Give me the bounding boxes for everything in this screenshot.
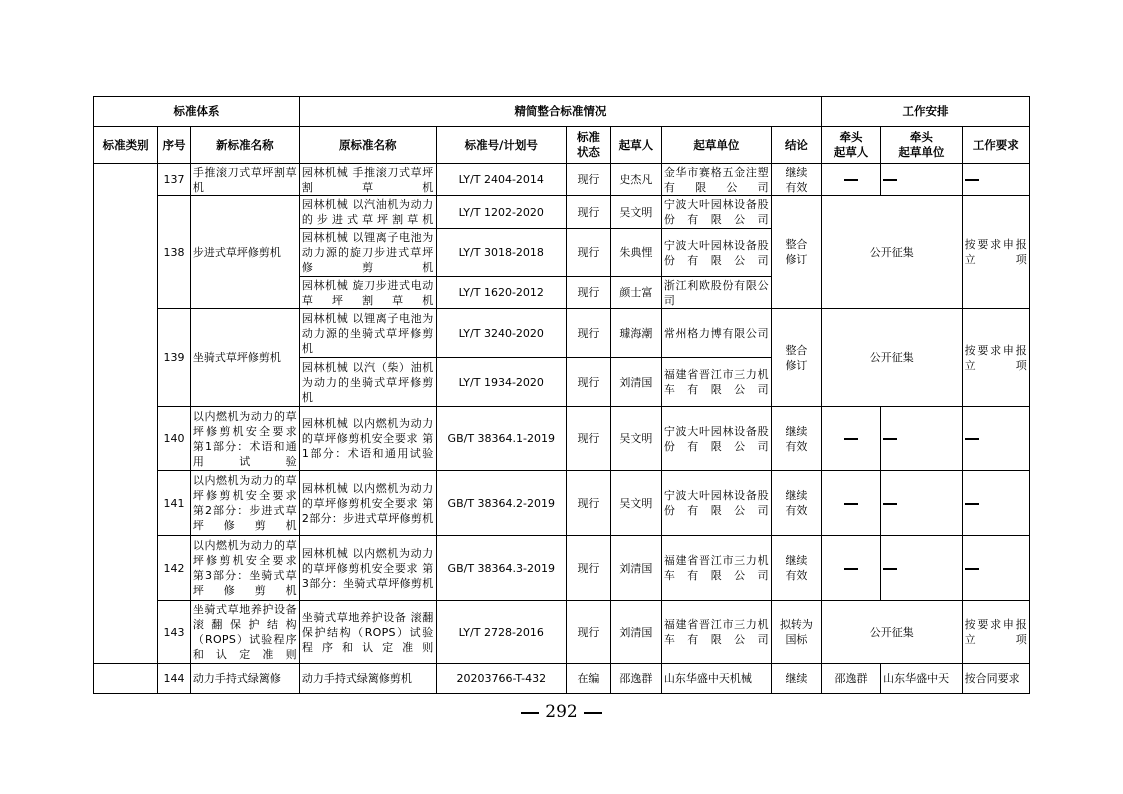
unit-cell: 福建省晋江市三力机车有限公司	[661, 536, 771, 601]
dash-icon	[883, 179, 897, 181]
requirement-cell: 按要求申报立项	[962, 601, 1029, 664]
orig-name-cell: 园林机械 以内燃机为动力的草坪修剪机安全要求 第1部分：术语和通用试验	[299, 407, 436, 471]
dash-icon	[965, 179, 979, 181]
new-name-cell: 步进式草坪修剪机	[190, 196, 299, 309]
seq-cell: 139	[158, 309, 191, 407]
table-row	[94, 471, 1030, 536]
drafter-cell: 邵逸群	[610, 664, 661, 694]
requirement-cell	[962, 471, 1029, 536]
std-no-cell: LY/T 2728-2016	[436, 601, 567, 664]
dash-icon	[883, 503, 897, 505]
header-lead-drafter	[821, 127, 880, 164]
drafter-cell: 刘清国	[610, 358, 661, 407]
std-no-cell: LY/T 2404-2014	[436, 164, 567, 196]
header-lead-unit	[881, 127, 963, 164]
unit-cell: 宁波大叶园林设备股份有限公司	[661, 229, 771, 277]
unit-cell: 宁波大叶园林设备股份有限公司	[661, 471, 771, 536]
conclusion-cell: 整合修订	[771, 196, 821, 309]
table-row	[94, 601, 1030, 664]
header-lead-drafter-line2: 起草人	[833, 145, 869, 159]
conclusion-cell: 继续有效	[771, 164, 821, 196]
seq-cell: 143	[158, 601, 191, 664]
table-row	[94, 664, 1030, 694]
status-cell: 现行	[567, 229, 611, 277]
conclusion-cell: 整合修订	[771, 309, 821, 407]
new-name-cell: 以内燃机为动力的草坪修剪机安全要求 第1部分：术语和通用试验	[190, 407, 299, 471]
status-cell: 现行	[567, 536, 611, 601]
unit-cell: 宁波大叶园林设备股份有限公司	[661, 407, 771, 471]
table-row	[94, 536, 1030, 601]
orig-name-cell: 园林机械 手推滚刀式草坪割草机	[299, 164, 436, 196]
std-no-cell: 20203766-T-432	[436, 664, 567, 694]
header-unit: 起草单位	[661, 127, 771, 164]
page-number	[0, 702, 1123, 722]
conclusion-cell: 继续有效	[771, 471, 821, 536]
new-name-cell: 坐骑式草地养护设备 滚翻保护结构（ROPS）试验程序和认定准则	[190, 601, 299, 664]
orig-name-cell: 园林机械 以汽（柴）油机为动力的坐骑式草坪修剪机	[299, 358, 436, 407]
drafter-cell: 朱典悝	[610, 229, 661, 277]
lead-cell: 公开征集	[821, 309, 962, 407]
header-std-no: 标准号/计划号	[436, 127, 567, 164]
table-row	[94, 309, 1030, 358]
table-row	[94, 196, 1030, 229]
status-cell: 现行	[567, 309, 611, 358]
unit-cell: 常州格力博有限公司	[661, 309, 771, 358]
lead-drafter-cell: 邵逸群	[821, 664, 880, 694]
seq-cell: 142	[158, 536, 191, 601]
lead-cell: 公开征集	[821, 601, 962, 664]
new-name-cell: 以内燃机为动力的草坪修剪机安全要求 第2部分：步进式草坪修剪机	[190, 471, 299, 536]
std-no-cell: GB/T 38364.3-2019	[436, 536, 567, 601]
seq-cell: 138	[158, 196, 191, 309]
std-no-cell: LY/T 3240-2020	[436, 309, 567, 358]
dash-icon	[844, 179, 858, 181]
header-status-line2: 状态	[576, 145, 600, 159]
category-cell	[94, 664, 158, 694]
lead-drafter-cell	[821, 536, 880, 601]
seq-cell: 144	[158, 664, 191, 694]
status-cell: 现行	[567, 471, 611, 536]
status-cell: 现行	[567, 277, 611, 309]
page-number-text: 292	[545, 702, 578, 722]
header-new-name: 新标准名称	[190, 127, 299, 164]
orig-name-cell: 园林机械 旋刀步进式电动草坪割草机	[299, 277, 436, 309]
seq-cell: 137	[158, 164, 191, 196]
drafter-cell: 史杰凡	[610, 164, 661, 196]
drafter-cell: 吴文明	[610, 471, 661, 536]
orig-name-cell: 园林机械 以内燃机为动力的草坪修剪机安全要求 第3部分：坐骑式草坪修剪机	[299, 536, 436, 601]
standards-table	[93, 96, 1030, 694]
conclusion-cell: 继续	[771, 664, 821, 694]
new-name-cell: 动力手持式绿篱修	[190, 664, 299, 694]
std-no-cell: LY/T 1934-2020	[436, 358, 567, 407]
requirement-cell: 按要求申报立项	[962, 196, 1029, 309]
header-row-groups	[94, 97, 1030, 127]
header-lead-unit-line2: 起草单位	[898, 145, 945, 159]
dash-icon	[844, 438, 858, 440]
header-status	[567, 127, 611, 164]
lead-drafter-cell	[821, 471, 880, 536]
header-row-columns	[94, 127, 1030, 164]
unit-cell: 宁波大叶园林设备股份有限公司	[661, 196, 771, 229]
drafter-cell: 颜士富	[610, 277, 661, 309]
category-cell	[94, 164, 158, 664]
lead-unit-cell	[881, 164, 963, 196]
lead-cell: 公开征集	[821, 196, 962, 309]
table-row	[94, 407, 1030, 471]
new-name-cell: 手推滚刀式草坪割草机	[190, 164, 299, 196]
header-lead-drafter-line1: 牵头	[839, 130, 863, 144]
dash-icon	[844, 503, 858, 505]
requirement-cell	[962, 164, 1029, 196]
header-category: 标准类别	[94, 127, 158, 164]
orig-name-cell: 园林机械 以锂离子电池为动力源的坐骑式草坪修剪机	[299, 309, 436, 358]
orig-name-cell: 园林机械 以汽油机为动力的步进式草坪割草机	[299, 196, 436, 229]
status-cell: 现行	[567, 407, 611, 471]
unit-cell: 山东华盛中天机械	[661, 664, 771, 694]
unit-cell: 福建省晋江市三力机车有限公司	[661, 358, 771, 407]
new-name-cell: 以内燃机为动力的草坪修剪机安全要求 第3部分：坐骑式草坪修剪机	[190, 536, 299, 601]
dash-icon	[965, 438, 979, 440]
header-orig-name: 原标准名称	[299, 127, 436, 164]
table-row	[94, 164, 1030, 196]
dash-icon	[883, 568, 897, 570]
header-requirement: 工作要求	[962, 127, 1029, 164]
header-drafter: 起草人	[610, 127, 661, 164]
page-dash-left-icon	[521, 712, 539, 714]
dash-icon	[844, 568, 858, 570]
seq-cell: 141	[158, 471, 191, 536]
dash-icon	[965, 568, 979, 570]
page-dash-right-icon	[584, 712, 602, 714]
header-group-consolidation: 精简整合标准情况	[299, 97, 821, 127]
lead-drafter-cell	[821, 164, 880, 196]
drafter-cell: 刘清国	[610, 601, 661, 664]
drafter-cell: 刘清国	[610, 536, 661, 601]
conclusion-cell: 继续有效	[771, 536, 821, 601]
requirement-cell	[962, 407, 1029, 471]
requirement-cell	[962, 536, 1029, 601]
status-cell: 现行	[567, 164, 611, 196]
new-name-cell: 坐骑式草坪修剪机	[190, 309, 299, 407]
header-conclusion: 结论	[771, 127, 821, 164]
drafter-cell: 吴文明	[610, 196, 661, 229]
dash-icon	[883, 438, 897, 440]
std-no-cell: LY/T 1202-2020	[436, 196, 567, 229]
lead-drafter-cell	[821, 407, 880, 471]
lead-unit-cell	[881, 471, 963, 536]
lead-unit-cell	[881, 407, 963, 471]
orig-name-cell: 园林机械 以锂离子电池为动力源的旋刀步进式草坪修剪机	[299, 229, 436, 277]
std-no-cell: GB/T 38364.2-2019	[436, 471, 567, 536]
header-group-work: 工作安排	[821, 97, 1029, 127]
header-seq: 序号	[158, 127, 191, 164]
status-cell: 现行	[567, 196, 611, 229]
status-cell: 现行	[567, 601, 611, 664]
std-no-cell: LY/T 1620-2012	[436, 277, 567, 309]
lead-unit-cell: 山东华盛中天	[881, 664, 963, 694]
header-status-line1: 标准	[576, 130, 600, 144]
unit-cell: 福建省晋江市三力机车有限公司	[661, 601, 771, 664]
seq-cell: 140	[158, 407, 191, 471]
drafter-cell: 吴文明	[610, 407, 661, 471]
orig-name-cell: 动力手持式绿篱修剪机	[299, 664, 436, 694]
orig-name-cell: 坐骑式草地养护设备 滚翻保护结构（ROPS）试验程序和认定准则	[299, 601, 436, 664]
requirement-cell: 按合同要求	[962, 664, 1029, 694]
header-group-system: 标准体系	[94, 97, 300, 127]
drafter-cell: 璩海潮	[610, 309, 661, 358]
dash-icon	[965, 503, 979, 505]
std-no-cell: GB/T 38364.1-2019	[436, 407, 567, 471]
unit-cell: 浙江利欧股份有限公司	[661, 277, 771, 309]
status-cell: 在编	[567, 664, 611, 694]
std-no-cell: LY/T 3018-2018	[436, 229, 567, 277]
status-cell: 现行	[567, 358, 611, 407]
header-lead-unit-line1: 牵头	[909, 130, 933, 144]
requirement-cell: 按要求申报立项	[962, 309, 1029, 407]
lead-unit-cell	[881, 536, 963, 601]
unit-cell: 金华市赛格五金注塑有限公司	[661, 164, 771, 196]
conclusion-cell: 继续有效	[771, 407, 821, 471]
conclusion-cell: 拟转为国标	[771, 601, 821, 664]
orig-name-cell: 园林机械 以内燃机为动力的草坪修剪机安全要求 第2部分：步进式草坪修剪机	[299, 471, 436, 536]
